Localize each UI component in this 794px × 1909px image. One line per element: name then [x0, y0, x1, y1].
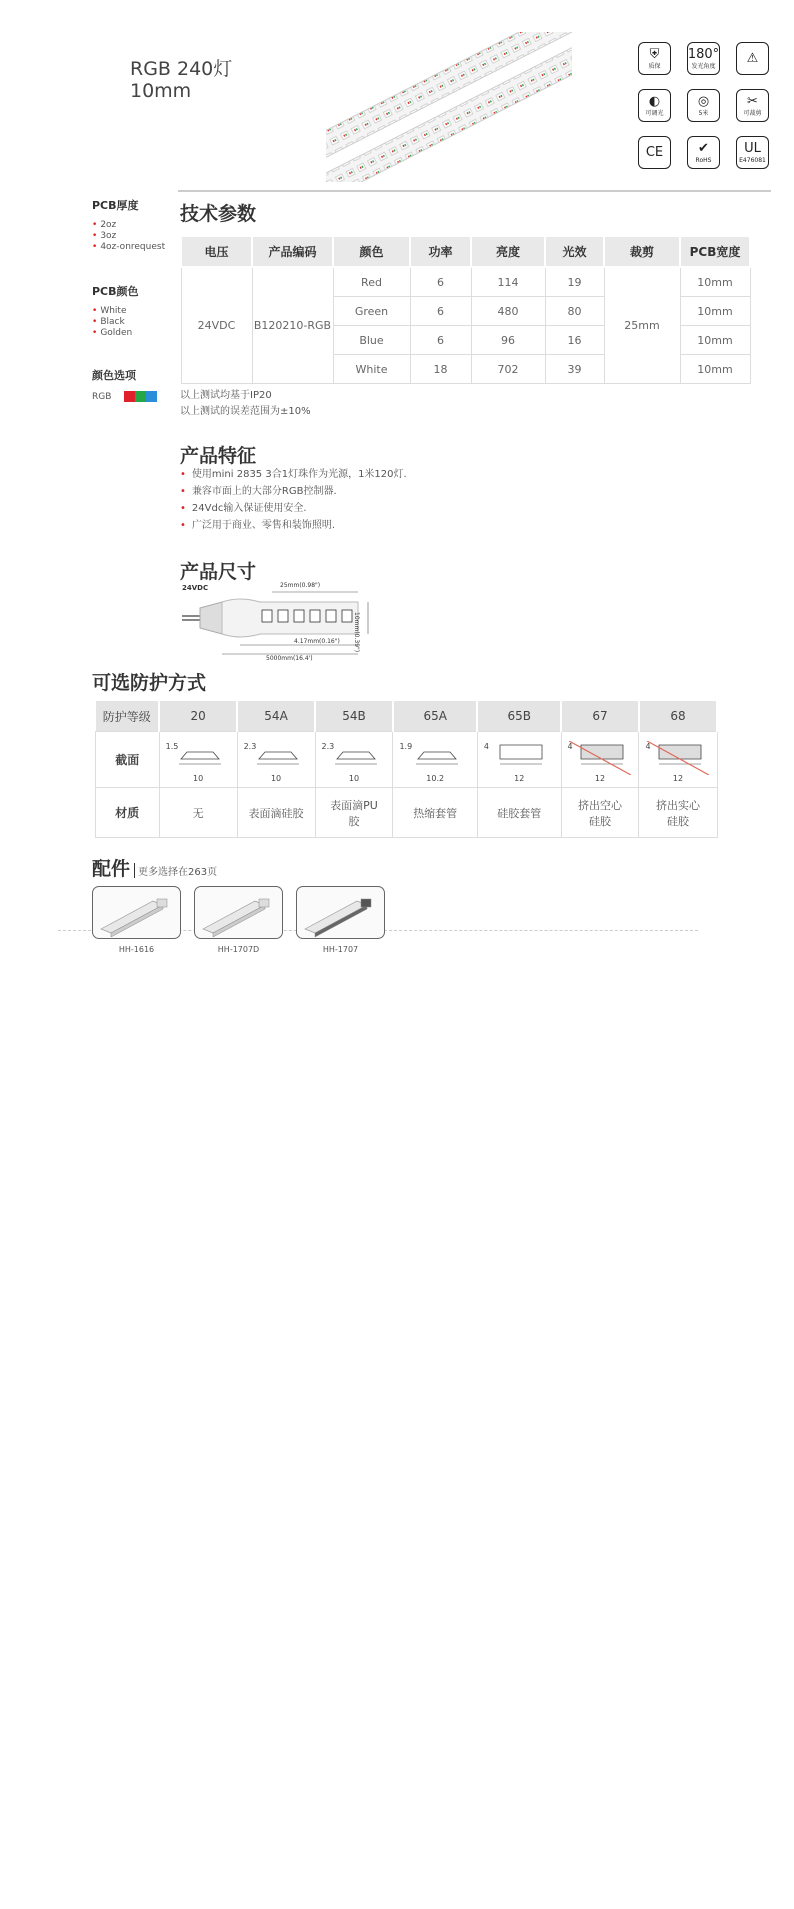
section-width-label: 12	[594, 774, 606, 783]
section-height-label: 2.3	[321, 742, 335, 751]
cross-section-diagram	[569, 741, 631, 775]
cross-section-cell	[315, 732, 393, 788]
color-cell: Green	[333, 297, 410, 326]
pcb-thickness-heading: PCB厚度	[92, 199, 139, 212]
product-title	[130, 58, 232, 102]
badge	[736, 89, 769, 122]
width-cell: 10mm	[680, 355, 750, 384]
cross-section-cell	[237, 732, 315, 788]
spec-table	[180, 235, 751, 384]
led-strip-image	[326, 32, 572, 182]
section-width-label: 10	[270, 774, 282, 783]
spec-header-cell: 光效	[545, 236, 604, 267]
spec-header-cell: 产品编码	[252, 236, 333, 267]
width-cell: 10mm	[680, 267, 750, 297]
row-label: 截面	[96, 732, 160, 788]
efficacy-cell: 39	[545, 355, 604, 384]
efficacy-cell: 16	[545, 326, 604, 355]
protection-grade: 68	[639, 701, 717, 732]
section-width-label: 10	[348, 774, 360, 783]
cross-section-diagram	[647, 741, 709, 775]
badge-label: 发光角度	[691, 62, 716, 70]
spec-header-cell: 功率	[410, 236, 471, 267]
cross-section-cell	[561, 732, 639, 788]
pcb-color-heading: PCB颜色	[92, 285, 139, 298]
accessories-heading: 配件	[92, 858, 131, 880]
protection-section-row	[96, 732, 718, 788]
cross-section-diagram	[404, 741, 466, 775]
accessory-image	[296, 886, 385, 939]
spec-notes	[180, 388, 311, 420]
rohs-icon: ✔	[698, 140, 709, 156]
cross-section-cell	[639, 732, 717, 788]
dimension-voltage-label: 24VDC	[182, 584, 209, 592]
color-swatch	[135, 391, 146, 402]
pitch-label: 4.17mm(0.16")	[294, 638, 340, 645]
protection-grade-row	[96, 701, 718, 732]
section-width-label: 10.2	[426, 774, 445, 783]
power-cell: 6	[410, 267, 471, 297]
efficacy-cell: 80	[545, 297, 604, 326]
features-list	[180, 466, 407, 534]
protection-grade: 54B	[315, 701, 393, 732]
protection-table	[95, 701, 718, 838]
power-cell: 6	[410, 326, 471, 355]
accessory-item[interactable]	[194, 886, 283, 954]
reel-length-label: 5000mm(16.4')	[266, 655, 313, 662]
feature-item: • 兼容市面上的大部分RGB控制器.	[180, 483, 407, 500]
accessories-header	[92, 854, 217, 881]
material-cell: 热缩套管	[393, 788, 477, 838]
badge	[736, 136, 769, 169]
reel-icon: ◎	[697, 93, 710, 109]
badge	[687, 42, 720, 75]
pcb-color-list	[92, 306, 172, 339]
lumen-cell: 702	[471, 355, 545, 384]
list-item: • Golden	[92, 328, 172, 339]
badge-label: 5米	[698, 109, 709, 117]
dimmable-icon: ◐	[648, 93, 661, 109]
accessory-item[interactable]	[296, 886, 385, 954]
protection-grade: 65B	[477, 701, 561, 732]
protection-grade: 20	[159, 701, 237, 732]
badge	[687, 136, 720, 169]
feature-item: • 24Vdc输入保证使用安全.	[180, 500, 407, 517]
cut-cell: 25mm	[604, 267, 680, 384]
section-height-label: 1.9	[399, 742, 413, 751]
accessories-subheading: 更多选择在263页	[134, 863, 217, 878]
row-label: 材质	[96, 788, 160, 838]
section-height-label: 2.3	[243, 742, 257, 751]
list-item: • 2oz	[92, 220, 172, 231]
badge	[736, 42, 769, 75]
badge-label: E476081	[739, 156, 766, 164]
badge-label: 可调光	[645, 109, 664, 117]
accessories-list	[92, 886, 385, 954]
ce-mark-icon: CE	[645, 144, 664, 160]
protection-heading: 可选防护方式	[92, 672, 207, 694]
material-cell: 无	[159, 788, 237, 838]
spec-note: 以上测试的误差范围为±10%	[180, 406, 311, 417]
accessory-label: HH-1616	[118, 945, 155, 954]
section-width-label: 12	[514, 774, 525, 783]
section-height-label: 4	[483, 742, 489, 751]
certification-badges	[638, 42, 773, 176]
section-height-label: 4	[645, 742, 651, 751]
sidebar	[92, 197, 172, 402]
efficacy-cell: 19	[545, 267, 604, 297]
badge	[638, 136, 671, 169]
badge-label: 可裁剪	[743, 109, 762, 117]
accessory-image	[92, 886, 181, 939]
material-cell: 硅胶套管	[477, 788, 561, 838]
section-width-label: 10	[192, 774, 204, 783]
lumen-cell: 96	[471, 326, 545, 355]
beam-angle-icon: 180°	[687, 46, 720, 62]
aluminum-profile-icon	[195, 887, 283, 939]
color-cell: Red	[333, 267, 410, 297]
spec-header-cell: 亮度	[471, 236, 545, 267]
feature-item: • 使用mini 2835 3合1灯珠作为光源，1米120灯.	[180, 466, 407, 483]
protection-grade: 67	[561, 701, 639, 732]
table-row	[181, 267, 750, 297]
color-options-heading: 颜色选项	[92, 369, 136, 382]
cross-section-cell	[477, 732, 561, 788]
badge-label: 质保	[648, 62, 661, 70]
voltage-cell: 24VDC	[181, 267, 252, 384]
spec-header-cell: 颜色	[333, 236, 410, 267]
accessory-label: HH-1707D	[217, 945, 260, 954]
protection-grade: 65A	[393, 701, 477, 732]
material-cell: 挤出实心硅胶	[639, 788, 717, 838]
color-option-label: RGB	[92, 391, 112, 402]
spec-heading: 技术参数	[180, 203, 257, 225]
section-height-label: 1.5	[165, 742, 179, 751]
list-item: • Black	[92, 317, 172, 328]
list-item: • White	[92, 306, 172, 317]
section-width-label: 12	[672, 774, 684, 783]
row-label: 防护等级	[96, 701, 160, 732]
dimension-drawing	[180, 582, 390, 662]
warranty-shield-icon: ⛨	[649, 46, 660, 62]
dimensions-heading: 产品尺寸	[180, 561, 257, 583]
protection-material-row	[96, 788, 718, 838]
lumen-cell: 480	[471, 297, 545, 326]
badge	[638, 89, 671, 122]
cross-section-cell	[159, 732, 237, 788]
spec-header-row	[181, 236, 750, 267]
cut-length-label: 25mm(0.98")	[280, 582, 321, 589]
lumen-cell: 114	[471, 267, 545, 297]
width-cell: 10mm	[680, 297, 750, 326]
spec-header-cell: PCB宽度	[680, 236, 750, 267]
badge	[638, 42, 671, 75]
pcb-thickness-list	[92, 220, 172, 253]
feature-item: • 广泛用于商业、零售和装饰照明.	[180, 517, 407, 534]
aluminum-profile-icon	[93, 887, 181, 939]
scissors-icon: ✂	[747, 93, 758, 109]
spec-note: 以上测试均基于IP20	[180, 390, 272, 401]
material-cell: 表面滴硅胶	[237, 788, 315, 838]
code-cell: B120210-RGB	[252, 267, 333, 384]
ul-listed-icon: UL	[744, 140, 761, 156]
color-option-rgb	[92, 391, 172, 402]
accessory-image	[194, 886, 283, 939]
esd-warning-icon: ⚠	[746, 50, 759, 66]
spec-header-cell: 裁剪	[604, 236, 680, 267]
color-swatch	[124, 391, 135, 402]
color-cell: White	[333, 355, 410, 384]
material-cell: 表面滴PU胶	[315, 788, 393, 838]
aluminum-profile-icon	[297, 887, 385, 939]
badge-label: RoHS	[695, 156, 712, 164]
accessory-item[interactable]	[92, 886, 181, 954]
color-cell: Blue	[333, 326, 410, 355]
cross-section-diagram	[488, 741, 550, 775]
width-cell: 10mm	[680, 326, 750, 355]
rgb-swatches	[124, 391, 157, 402]
list-item: • 4oz-onrequest	[92, 242, 172, 253]
protection-grade: 54A	[237, 701, 315, 732]
accessory-label: HH-1707	[322, 945, 359, 954]
header-divider	[178, 190, 771, 192]
spec-header-cell: 电压	[181, 236, 252, 267]
power-cell: 6	[410, 297, 471, 326]
product-title-line1: RGB 240灯	[130, 58, 233, 80]
width-label: 10mm(0.39")	[353, 612, 360, 653]
power-cell: 18	[410, 355, 471, 384]
material-cell: 挤出空心硅胶	[561, 788, 639, 838]
product-title-line2: 10mm	[130, 80, 192, 102]
badge	[687, 89, 720, 122]
features-heading: 产品特征	[180, 445, 257, 467]
section-height-label: 4	[567, 742, 573, 751]
list-item: • 3oz	[92, 231, 172, 242]
cross-section-cell	[393, 732, 477, 788]
color-swatch	[146, 391, 157, 402]
